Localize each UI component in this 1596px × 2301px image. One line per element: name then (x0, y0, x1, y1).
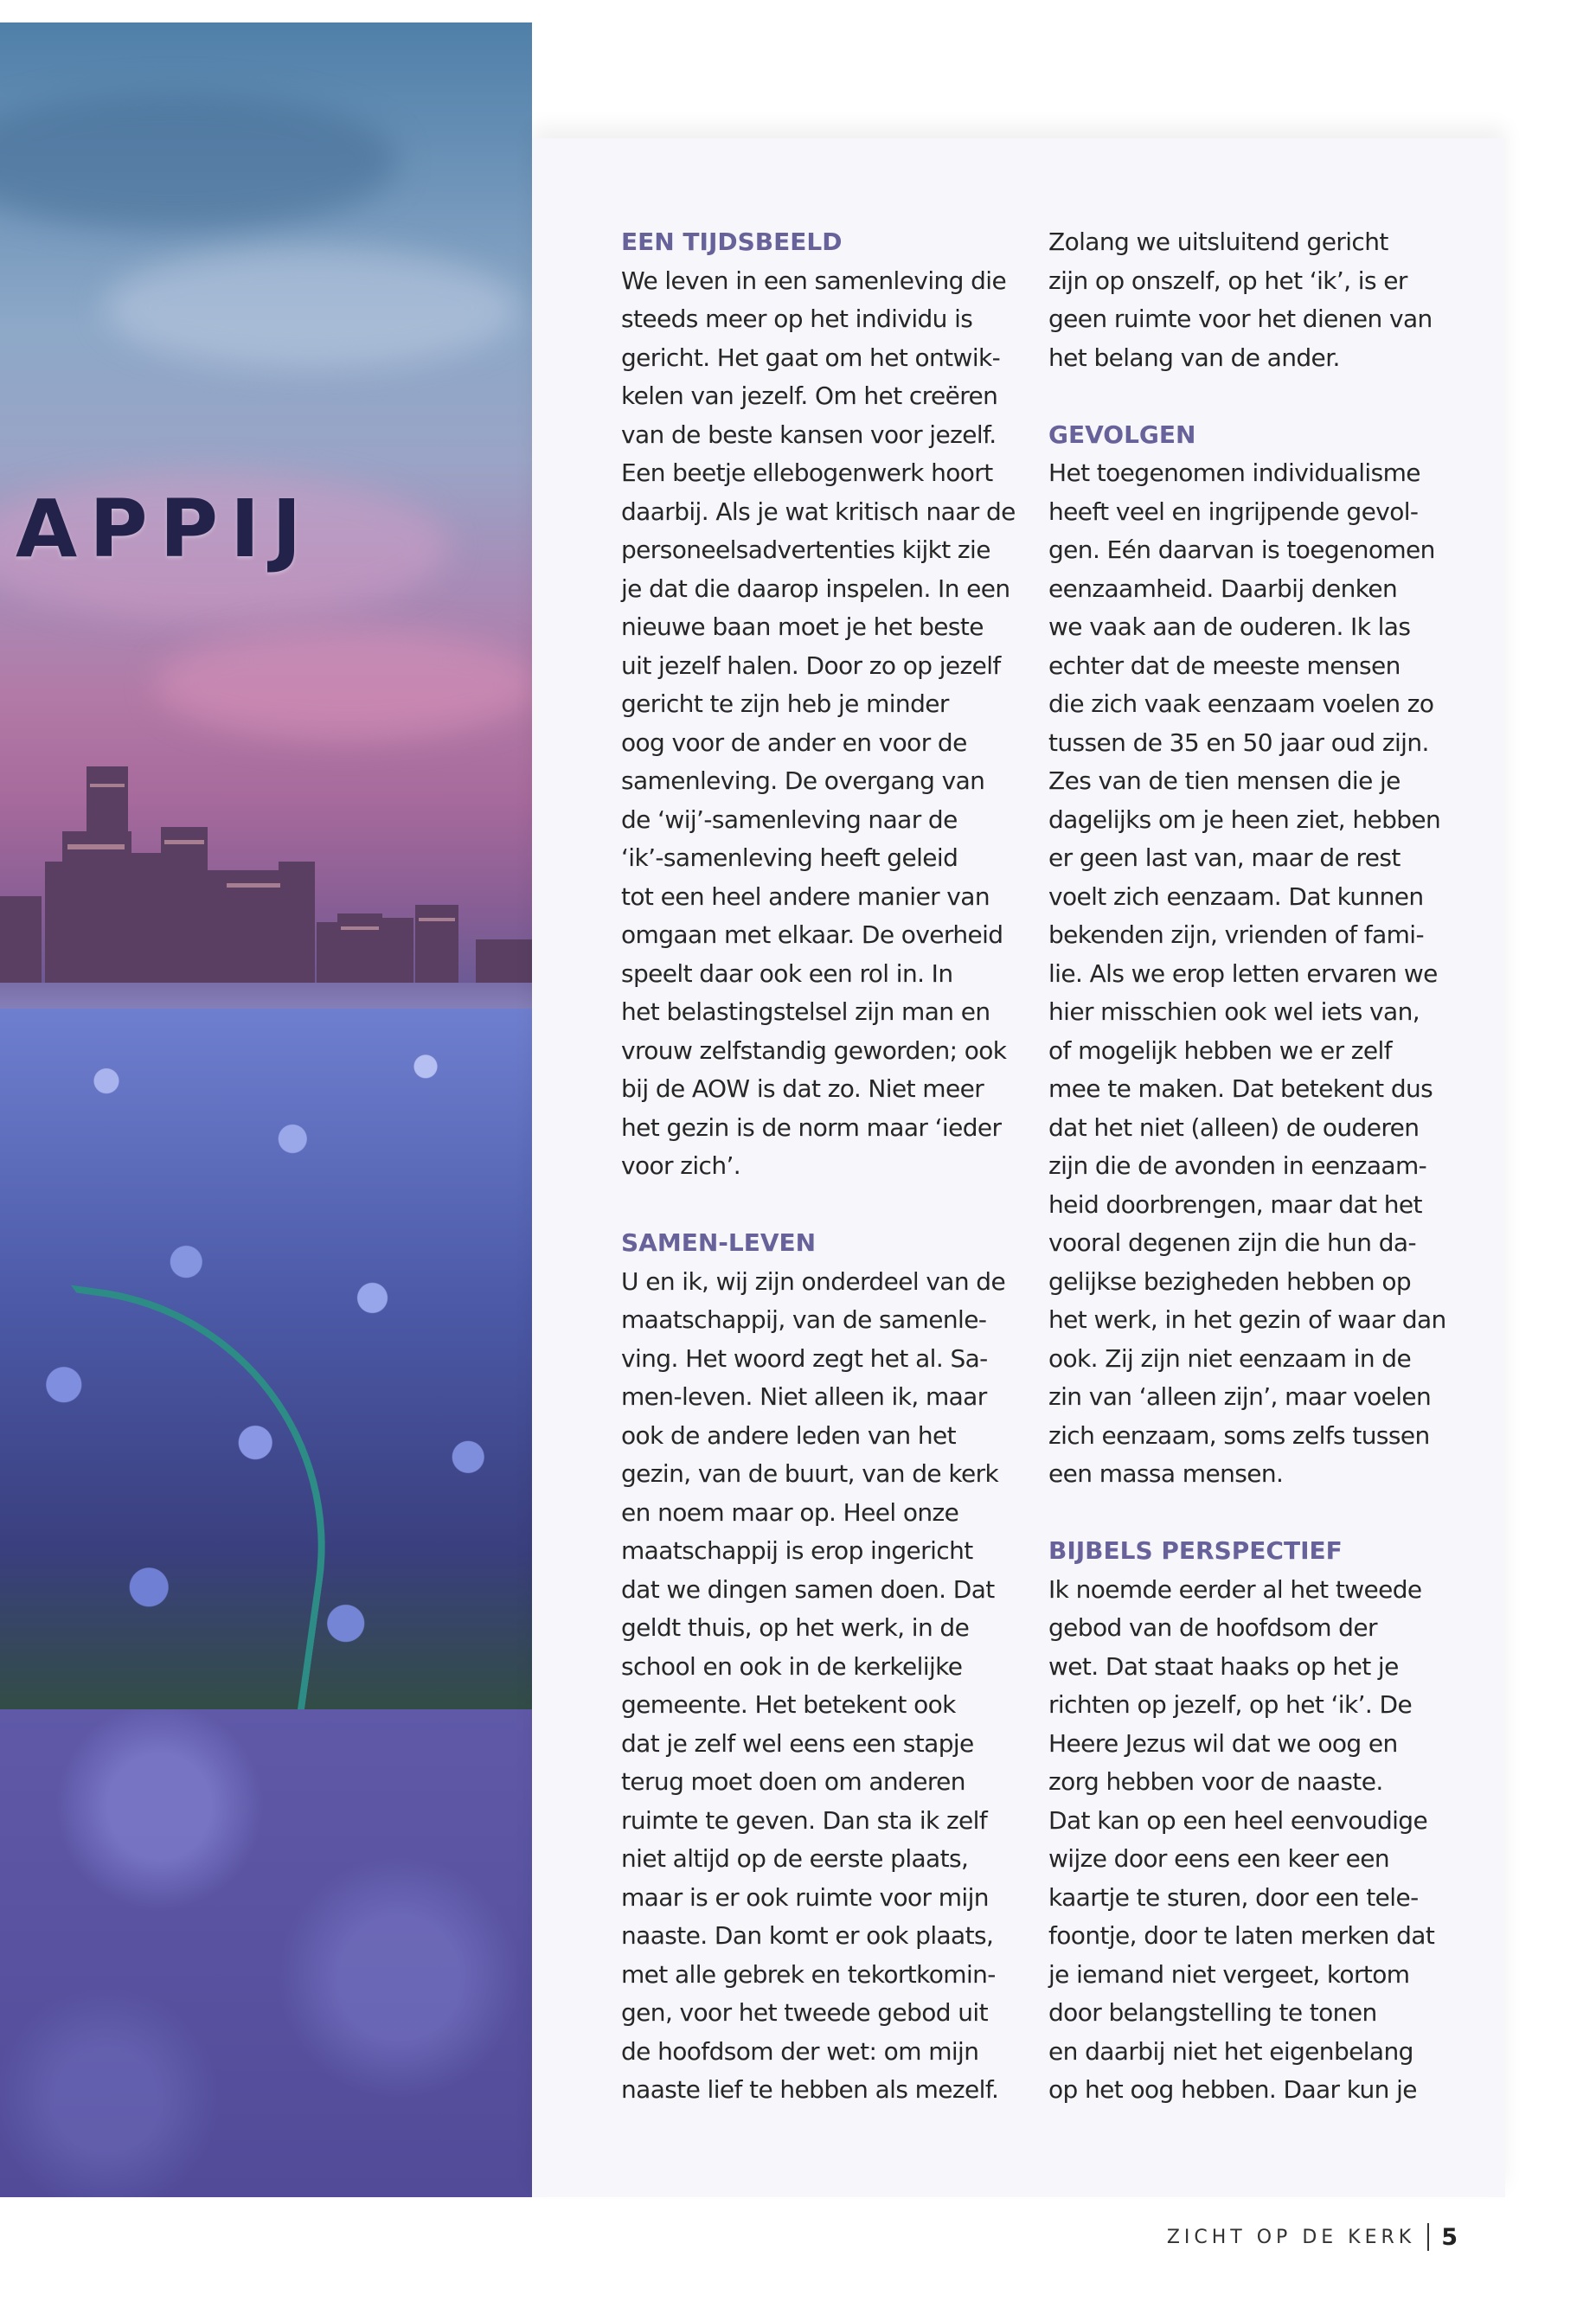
section-body: We leven in een samenleving die steeds meer op het individu is gericht. Het gaat om het ontwik- kelen van jezelf. Om het creëren van de beste kansen voor jezelf. Een beetje ellebogenwerk hoort daarbij. Als je wat kritisch naar de personeelsadvertenties kijkt zie je dat die daarop inspelen. In een nieuwe baan moet je het beste uit jezelf halen. Door zo op jezelf gericht te zijn heb je minder oog voor de ander en voor de samenleving. De overgang van de ‘wij’-samenleving naar de ‘ik’-samenleving heeft geleid tot een heel andere manier van omgaan met elkaar. De overheid speelt daar ook een rol in. In het belastingstelsel zijn man en vrouw zelfstandig geworden; ook bij de AOW is dat zo. Niet meer het gezin is de norm maar ‘ieder voor zich’. (621, 266, 1016, 1180)
city-skyline (0, 732, 532, 1026)
headline-fragment: APPIJ (16, 483, 314, 575)
cloud (104, 247, 519, 369)
section-body: Ik noemde eerder al het tweede gebod van de hoofdsom der wet. Dat staat haaks op het je richten op jezelf, op het ‘ik’. De Heere Jezus wil dat we oog en zorg hebben voor de naaste. Dat kan op een heel eenvoudige wijze door eens een keer een kaartje te sturen, door een tele- foontje, door te laten merken dat je iemand niet vergeet, kortom door belangstelling te tonen en daarbij niet het eigenbelang op het oog hebben. Daar kun je (1048, 1574, 1435, 2104)
cloud (0, 92, 398, 230)
cloud (156, 628, 532, 740)
section-body: Het toegenomen individualisme heeft veel en ingrijpende gevol- gen. Eén daarvan is toegenomen eenzaamheid. Daarbij denken we vaak aan de ouderen. Ik las echter dat de meeste mensen die zich vaak eenzaam voelen zo tussen de 35 en 50 jaar oud zijn. Zes van de tien mensen die je dagelijks om je heen ziet, hebben er geen last van, maar de rest voelt zich eenzaam. Dat kunnen bekenden zijn, vrienden of fami- lie. Als we erop letten ervaren we hier misschien ook wel iets van, of mogelijk hebben we er zelf mee te maken. Dat betekent dus dat het niet (alleen) de ouderen zijn die de avonden in eenzaam- heid doorbrengen, maar dat het vooral degenen zijn die hun da- gelijkse bezigheden hebben op het werk, in het gezin of waar dan ook. Zij zijn niet eenzaam in de zin van ‘alleen zijn’, maar voelen zich eenzaam, soms zelfs tussen een massa mensen. (1048, 458, 1446, 1488)
section-body: U en ik, wij zijn onderdeel van de maatschappij, van de samenle- ving. Het woord zegt het al. Sa- men-leven. Niet alleen ik, maar ook de andere leden van het gezin, van de buurt, van de kerk en noem maar op. Heel onze maatschappij is erop ingericht dat we dingen samen doen. Dat geldt thuis, op het werk, in de school en ook in de kerkelijke gemeente. Het betekent ook dat je zelf wel eens een stapje terug moet doen om anderen ruimte te geven. Dan sta ik zelf niet altijd op de eerste plaats, maar is er ook ruimte voor mijn naaste. Dan komt er ook plaats, met alle gebrek en tekortkomin- gen, voor het tweede gebod uit de hoofdsom der wet: om mijn naaste lief te hebben als mezelf. (621, 1266, 1006, 2104)
article-column-right (1048, 223, 1446, 2110)
section-heading: SAMEN-LEVEN (621, 1228, 817, 1257)
section-heading: BIJBELS PERSPECTIEF (1048, 1536, 1343, 1565)
section-body: Zolang we uitsluitend gericht zijn op onszelf, op het ‘ik’, is er geen ruimte voor het dienen van het belang van de ander. (1048, 228, 1433, 372)
section-heading: EEN TIJDSBEELD (621, 228, 843, 256)
article-panel (532, 138, 1505, 2197)
cover-photo (0, 22, 532, 1709)
page-footer (1167, 2220, 1458, 2254)
violet-block (0, 1709, 532, 2197)
magazine-title: ZICHT OP DE KERK (1166, 2226, 1416, 2248)
article-column-left (621, 223, 1019, 2110)
footer-divider (1427, 2223, 1429, 2251)
page-number: 5 (1441, 2223, 1458, 2251)
section-heading: GEVOLGEN (1048, 420, 1196, 449)
